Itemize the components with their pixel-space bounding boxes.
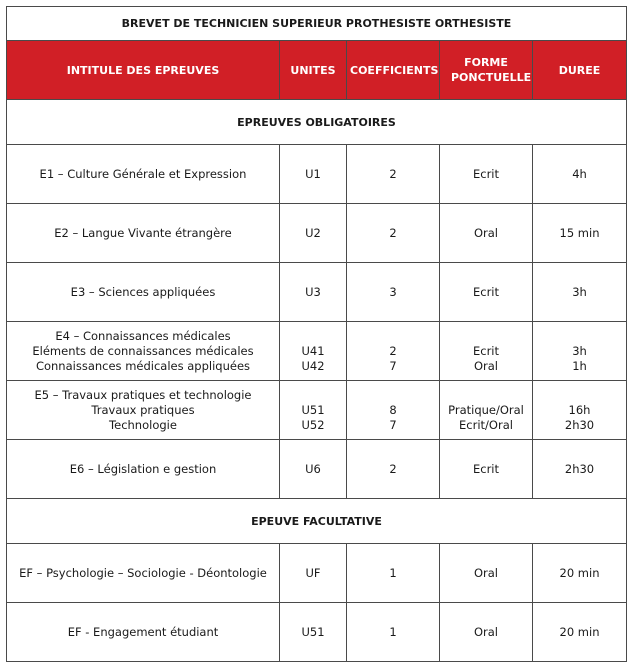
cell-line: U1 bbox=[305, 166, 321, 181]
cell-line: 20 min bbox=[559, 624, 600, 639]
coefficient-cell bbox=[347, 440, 440, 499]
table-row bbox=[7, 381, 627, 440]
coefficient-cell bbox=[347, 263, 440, 322]
cell-line: 2 bbox=[389, 343, 397, 358]
unites-cell bbox=[280, 145, 347, 204]
duree-cell bbox=[533, 263, 627, 322]
cell-line bbox=[283, 388, 343, 403]
section-label: EPREUVES OBLIGATOIRES bbox=[7, 100, 627, 145]
duree-cell bbox=[533, 381, 627, 440]
duree-cell bbox=[533, 204, 627, 263]
column-header-forme-ponctuelle: FORME PONCTUELLE bbox=[440, 41, 533, 100]
cell-line: EF – Psychologie – Sociologie - Déontologie bbox=[19, 565, 267, 580]
cell-line: Oral bbox=[473, 225, 499, 240]
cell-line: Oral bbox=[473, 358, 499, 373]
column-header-duree: DUREE bbox=[533, 41, 627, 100]
cell-line: U52 bbox=[301, 417, 325, 432]
coefficient-cell bbox=[347, 145, 440, 204]
forme-cell bbox=[440, 322, 533, 381]
coefficient-cell bbox=[347, 603, 440, 662]
cell-line: E4 – Connaissances médicales bbox=[55, 328, 231, 343]
cell-line bbox=[350, 329, 436, 344]
cell-line: E3 – Sciences appliquées bbox=[70, 284, 216, 299]
table-body bbox=[7, 100, 627, 662]
duree-cell bbox=[533, 440, 627, 499]
table-row bbox=[7, 263, 627, 322]
cell-line: Connaissances médicales appliquées bbox=[35, 358, 251, 373]
cell-line: 2h30 bbox=[564, 461, 595, 476]
cell-line bbox=[443, 388, 529, 403]
cell-line: Ecrit bbox=[472, 343, 500, 358]
forme-cell bbox=[440, 440, 533, 499]
cell-line: 1 bbox=[389, 565, 397, 580]
duree-cell bbox=[533, 145, 627, 204]
table-row bbox=[7, 322, 627, 381]
column-header-intitule: INTITULE DES EPREUVES bbox=[7, 41, 280, 100]
column-header-coefficients: COEFFICIENTS bbox=[347, 41, 440, 100]
cell-line: 15 min bbox=[559, 225, 600, 240]
cell-line: 3 bbox=[389, 284, 397, 299]
column-header-unites: UNITES bbox=[280, 41, 347, 100]
cell-line: U3 bbox=[305, 284, 321, 299]
cell-line: 1 bbox=[389, 624, 397, 639]
cell-line: 7 bbox=[389, 358, 397, 373]
cell-line: EF - Engagement étudiant bbox=[67, 624, 219, 639]
cell-line: Travaux pratiques bbox=[91, 402, 195, 417]
cell-line: E1 – Culture Générale et Expression bbox=[39, 166, 247, 181]
unites-cell bbox=[280, 603, 347, 662]
table-row bbox=[7, 440, 627, 499]
intitule-cell bbox=[7, 204, 280, 263]
cell-line: 2 bbox=[389, 461, 397, 476]
forme-cell bbox=[440, 204, 533, 263]
table-row bbox=[7, 544, 627, 603]
unites-cell bbox=[280, 263, 347, 322]
table-title: BREVET DE TECHNICIEN SUPERIEUR PROTHESISTE ORTHESISTE bbox=[7, 7, 627, 41]
cell-line: E2 – Langue Vivante étrangère bbox=[54, 225, 232, 240]
cell-line: Technologie bbox=[109, 417, 177, 432]
cell-line: 3h bbox=[572, 343, 587, 358]
cell-line: U51 bbox=[301, 624, 325, 639]
cell-line: U51 bbox=[301, 402, 325, 417]
cell-line: 2h30 bbox=[564, 417, 595, 432]
cell-line bbox=[283, 329, 343, 344]
cell-line: Ecrit/Oral bbox=[459, 417, 513, 432]
coefficient-cell bbox=[347, 544, 440, 603]
section-label: EPEUVE FACULTATIVE bbox=[7, 499, 627, 544]
cell-line: 3h bbox=[572, 284, 587, 299]
duree-cell bbox=[533, 544, 627, 603]
cell-line: U42 bbox=[301, 358, 325, 373]
coefficient-cell bbox=[347, 204, 440, 263]
cell-line: 20 min bbox=[559, 565, 600, 580]
cell-line bbox=[536, 329, 623, 344]
unites-cell bbox=[280, 544, 347, 603]
table-row bbox=[7, 603, 627, 662]
cell-line: Oral bbox=[473, 565, 499, 580]
duree-cell bbox=[533, 322, 627, 381]
unites-cell bbox=[280, 322, 347, 381]
coefficient-cell bbox=[347, 322, 440, 381]
cell-line: 2 bbox=[389, 225, 397, 240]
forme-cell bbox=[440, 544, 533, 603]
forme-cell bbox=[440, 603, 533, 662]
intitule-cell bbox=[7, 440, 280, 499]
intitule-cell bbox=[7, 145, 280, 204]
intitule-cell bbox=[7, 381, 280, 440]
cell-line: U2 bbox=[305, 225, 321, 240]
cell-line: Ecrit bbox=[472, 284, 500, 299]
cell-line: 2 bbox=[389, 166, 397, 181]
intitule-cell bbox=[7, 544, 280, 603]
cell-line: E5 – Travaux pratiques et technologie bbox=[34, 387, 252, 402]
duree-cell bbox=[533, 603, 627, 662]
exam-table bbox=[6, 6, 627, 662]
intitule-cell bbox=[7, 263, 280, 322]
cell-line: U6 bbox=[305, 461, 321, 476]
cell-line: 7 bbox=[389, 417, 397, 432]
intitule-cell bbox=[7, 322, 280, 381]
cell-line: 4h bbox=[572, 166, 587, 181]
unites-cell bbox=[280, 381, 347, 440]
cell-line: UF bbox=[305, 565, 321, 580]
table-row bbox=[7, 145, 627, 204]
forme-cell bbox=[440, 145, 533, 204]
cell-line: Pratique/Oral bbox=[448, 402, 524, 417]
coefficient-cell bbox=[347, 381, 440, 440]
cell-line: 8 bbox=[389, 402, 397, 417]
cell-line: Oral bbox=[473, 624, 499, 639]
cell-line: E6 – Législation e gestion bbox=[69, 461, 217, 476]
unites-cell bbox=[280, 204, 347, 263]
table-row bbox=[7, 204, 627, 263]
forme-cell bbox=[440, 381, 533, 440]
cell-line bbox=[536, 388, 623, 403]
cell-line: 1h bbox=[572, 358, 587, 373]
forme-cell bbox=[440, 263, 533, 322]
unites-cell bbox=[280, 440, 347, 499]
cell-line: Ecrit bbox=[472, 166, 500, 181]
cell-line bbox=[443, 329, 529, 344]
cell-line: U41 bbox=[301, 343, 325, 358]
section-row bbox=[7, 100, 627, 145]
cell-line bbox=[350, 388, 436, 403]
cell-line: 16h bbox=[568, 402, 591, 417]
cell-line: Eléments de connaissances médicales bbox=[32, 343, 254, 358]
section-row bbox=[7, 499, 627, 544]
cell-line: Ecrit bbox=[472, 461, 500, 476]
intitule-cell bbox=[7, 603, 280, 662]
